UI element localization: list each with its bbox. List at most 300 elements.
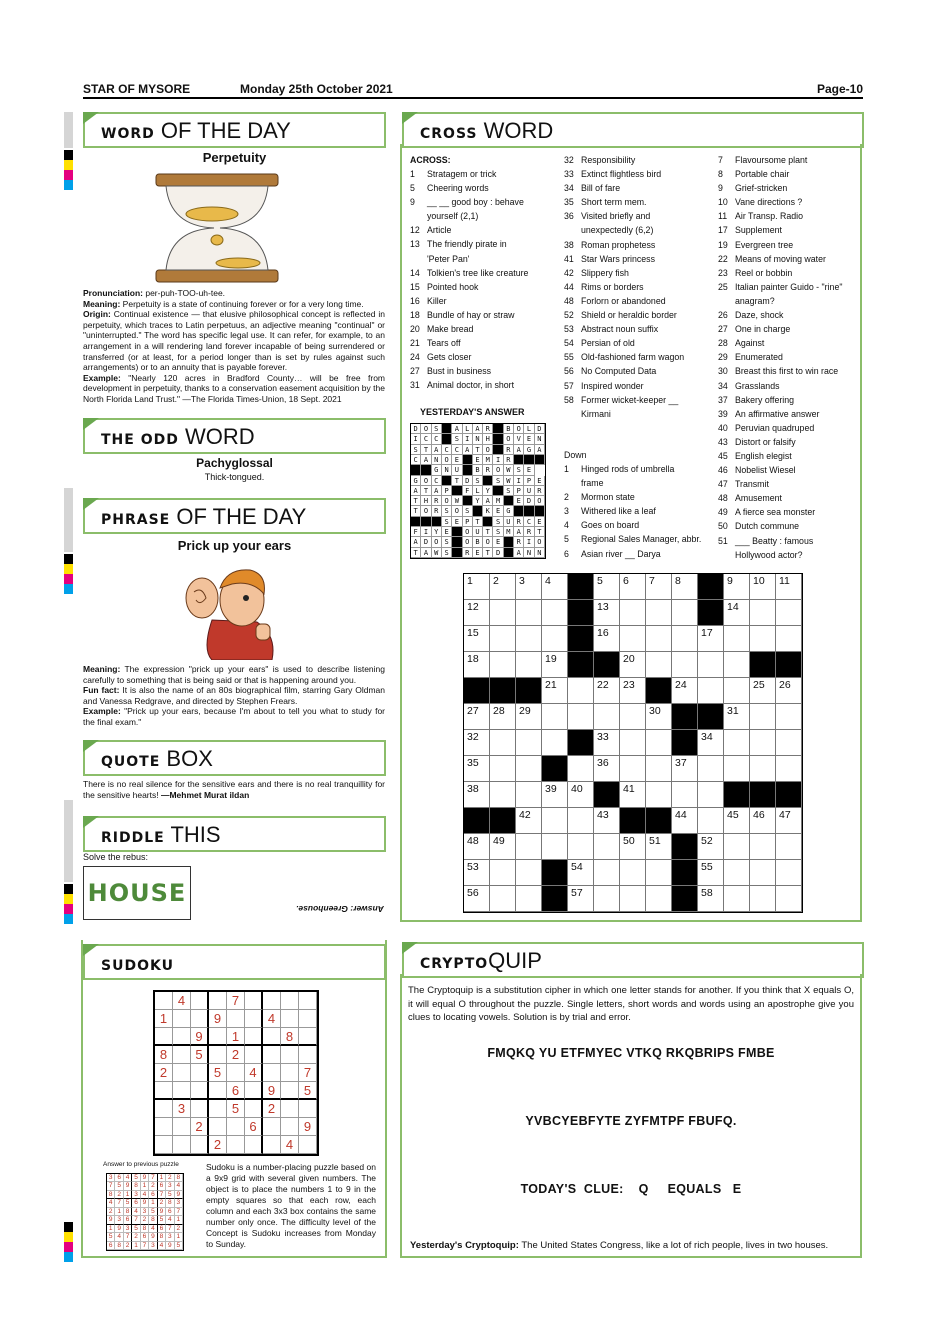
sudoku-cell[interactable] [263, 1118, 281, 1136]
crossword-cell[interactable] [646, 626, 672, 652]
previous-sudoku-cell: 9 [158, 1208, 166, 1216]
sudoku-cell[interactable] [191, 1100, 209, 1118]
previous-sudoku-cell: 3 [132, 1191, 140, 1199]
odd-word-def: Thick-tongued. [204, 472, 265, 482]
crossword-cell[interactable] [516, 704, 542, 730]
crossword-cell[interactable] [672, 782, 698, 808]
sudoku-cell[interactable] [263, 1046, 281, 1064]
sudoku-cell[interactable]: 7 [227, 992, 245, 1010]
black-cell [504, 548, 514, 558]
crossword-cell[interactable] [516, 756, 542, 782]
sudoku-cell[interactable]: 8 [281, 1028, 299, 1046]
clue-item [564, 490, 701, 504]
crossword-cell[interactable] [750, 860, 776, 886]
crossword-cell[interactable] [646, 886, 672, 912]
clue-item [564, 462, 701, 476]
crossword-cell[interactable] [568, 808, 594, 834]
answer-cell: R [504, 445, 514, 455]
crossword-cell[interactable] [646, 652, 672, 678]
crossword-cell[interactable] [490, 756, 516, 782]
clue-number: 5 [564, 534, 569, 545]
clue-text: Nobelist Wiesel [735, 465, 796, 476]
crossword-cell[interactable] [698, 886, 724, 912]
crossword-cell[interactable] [620, 574, 646, 600]
previous-sudoku-cell: 1 [158, 1174, 166, 1182]
answer-cell: D [524, 496, 534, 506]
sudoku-cell[interactable] [191, 1136, 209, 1154]
crossword-cell[interactable] [568, 704, 594, 730]
crossword-cell[interactable] [698, 678, 724, 704]
sudoku-cell[interactable]: 6 [245, 1118, 263, 1136]
crossword-cell[interactable] [698, 782, 724, 808]
crossword-cell[interactable] [516, 834, 542, 860]
crossword-cell[interactable] [750, 704, 776, 730]
crossword-cell[interactable] [464, 860, 490, 886]
clue-item [410, 195, 528, 209]
answer-cell: C [432, 476, 442, 486]
black-cell [463, 465, 473, 475]
crossword-cell[interactable] [464, 886, 490, 912]
crossword-cell[interactable] [568, 782, 594, 808]
clue-item [718, 238, 842, 252]
sudoku-cell[interactable] [173, 1064, 191, 1082]
clue-number: 56 [564, 366, 574, 377]
sudoku-cell[interactable]: 5 [227, 1100, 245, 1118]
crossword-cell[interactable] [646, 834, 672, 860]
crossword-cell[interactable] [672, 574, 698, 600]
crossword-cell[interactable] [542, 782, 568, 808]
crossword-cell[interactable] [516, 886, 542, 912]
previous-sudoku-cell: 8 [107, 1191, 115, 1199]
crossword-cell[interactable] [776, 704, 802, 730]
crossword-cell[interactable] [750, 808, 776, 834]
crossword-cell[interactable] [672, 678, 698, 704]
sudoku-cell[interactable] [281, 1100, 299, 1118]
crossword-cell[interactable] [594, 704, 620, 730]
crossword-cell[interactable] [724, 652, 750, 678]
crossword-cell[interactable] [490, 574, 516, 600]
answer-cell: O [514, 424, 524, 434]
crossword-cell[interactable] [620, 704, 646, 730]
sudoku-cell[interactable] [155, 992, 173, 1010]
crossword-cell[interactable] [620, 730, 646, 756]
flag-icon [83, 740, 99, 752]
crossword-cell[interactable] [542, 652, 568, 678]
crossword-cell[interactable] [542, 574, 568, 600]
crossword-cell[interactable] [620, 756, 646, 782]
previous-sudoku-cell: 4 [158, 1242, 166, 1250]
crossword-cell[interactable] [620, 860, 646, 886]
sudoku-cell[interactable] [191, 1010, 209, 1028]
previous-sudoku-cell: 4 [132, 1208, 140, 1216]
crossword-cell[interactable] [776, 886, 802, 912]
sudoku-cell[interactable]: 4 [263, 1010, 281, 1028]
sudoku-cell[interactable] [173, 1046, 191, 1064]
answer-cell: A [463, 445, 473, 455]
sudoku-cell[interactable] [281, 1082, 299, 1100]
sudoku-cell[interactable] [155, 1100, 173, 1118]
crossword-cell[interactable] [568, 886, 594, 912]
sudoku-cell[interactable] [245, 1082, 263, 1100]
answer-cell: A [514, 548, 524, 558]
crossword-cell[interactable] [646, 782, 672, 808]
sudoku-cell[interactable]: 3 [173, 1100, 191, 1118]
crossword-cell[interactable] [568, 678, 594, 704]
crossword-cell[interactable] [542, 704, 568, 730]
crossword-cell[interactable] [620, 834, 646, 860]
crossword-cell[interactable] [750, 886, 776, 912]
clue-text: Withered like a leaf [581, 506, 656, 517]
black-cell [516, 678, 542, 704]
crossword-cell[interactable] [464, 756, 490, 782]
flag-icon [83, 112, 99, 124]
crossword-cell[interactable] [568, 834, 594, 860]
crossword-cell[interactable] [542, 834, 568, 860]
crossword-cell[interactable] [724, 860, 750, 886]
previous-sudoku-cell: 3 [115, 1216, 123, 1224]
crossword-cell[interactable] [646, 756, 672, 782]
sudoku-cell[interactable] [245, 1028, 263, 1046]
crossword-cell[interactable] [490, 782, 516, 808]
crossword-cell[interactable] [776, 860, 802, 886]
clue-number: 26 [718, 310, 728, 321]
sudoku-cell[interactable]: 1 [155, 1010, 173, 1028]
clue-item [410, 209, 528, 223]
crossword-cell[interactable] [672, 756, 698, 782]
sudoku-cell[interactable] [209, 1028, 227, 1046]
crossword-cell[interactable] [490, 834, 516, 860]
sudoku-cell[interactable] [299, 992, 317, 1010]
sudoku-cell[interactable]: 9 [209, 1010, 227, 1028]
crossword-cell[interactable] [776, 756, 802, 782]
crossword-cell[interactable] [750, 678, 776, 704]
black-cell [490, 678, 516, 704]
crossword-cell[interactable] [594, 574, 620, 600]
clue-item [410, 252, 528, 266]
crossword-cell[interactable] [464, 652, 490, 678]
answer-cell: U [504, 517, 514, 527]
sudoku-cell[interactable] [227, 1010, 245, 1028]
answer-cell: W [504, 476, 514, 486]
answer-cell: K [483, 506, 493, 516]
answer-cell: L [473, 486, 483, 496]
black-cell [463, 455, 473, 465]
sudoku-cell[interactable]: 4 [281, 1136, 299, 1154]
sudoku-cell[interactable] [209, 1082, 227, 1100]
crossword-cell[interactable] [594, 756, 620, 782]
crossword-cell[interactable] [698, 860, 724, 886]
crossword-cell[interactable] [776, 600, 802, 626]
crossword-cell[interactable] [776, 834, 802, 860]
sudoku-cell[interactable] [191, 992, 209, 1010]
sudoku-cell[interactable] [155, 1118, 173, 1136]
crossword-cell[interactable] [776, 574, 802, 600]
clue-item [564, 393, 684, 407]
clue-text: No Computed Data [581, 366, 657, 377]
sudoku-cell[interactable] [227, 1118, 245, 1136]
crossword-cell[interactable] [776, 678, 802, 704]
crossword-cell[interactable] [724, 626, 750, 652]
sudoku-cell[interactable] [245, 992, 263, 1010]
sudoku-cell[interactable] [209, 1046, 227, 1064]
sudoku-cell[interactable]: 5 [191, 1046, 209, 1064]
crossword-cell[interactable] [568, 860, 594, 886]
crossword-cell[interactable] [594, 600, 620, 626]
crossword-cell[interactable] [620, 600, 646, 626]
sudoku-cell[interactable] [173, 1028, 191, 1046]
previous-sudoku-cell: 7 [149, 1174, 157, 1182]
clue-item [718, 252, 842, 266]
crossword-cell[interactable] [594, 730, 620, 756]
sudoku-cell[interactable] [155, 1136, 173, 1154]
sudoku-cell[interactable] [299, 1100, 317, 1118]
crossword-cell[interactable] [776, 808, 802, 834]
crossword-cell[interactable] [620, 782, 646, 808]
answer-cell: C [411, 455, 421, 465]
clue-item [564, 209, 684, 223]
crossword-cell[interactable] [672, 626, 698, 652]
crossword-cell[interactable] [750, 756, 776, 782]
sudoku-cell[interactable] [281, 1046, 299, 1064]
crossword-cell[interactable] [646, 600, 672, 626]
cell-number: 54 [571, 861, 583, 873]
sudoku-cell[interactable] [173, 1082, 191, 1100]
crossword-cell[interactable] [724, 730, 750, 756]
crossword-cell[interactable] [516, 600, 542, 626]
clue-number: 22 [718, 253, 728, 264]
sudoku-cell[interactable]: 7 [299, 1064, 317, 1082]
crossword-cell[interactable] [516, 626, 542, 652]
answer-cell: S [493, 476, 503, 486]
sudoku-cell[interactable] [173, 1010, 191, 1028]
crossword-cell[interactable] [464, 704, 490, 730]
sudoku-cell[interactable] [209, 992, 227, 1010]
crossword-cell[interactable] [776, 730, 802, 756]
crossword-cell[interactable] [698, 626, 724, 652]
crossword-cell[interactable] [594, 886, 620, 912]
sudoku-cell[interactable] [281, 1118, 299, 1136]
sudoku-cell[interactable]: 4 [245, 1064, 263, 1082]
sudoku-cell[interactable] [281, 1010, 299, 1028]
odd-word-header: THE ODD WORD [83, 418, 386, 454]
phrase-header: PHRASE OF THE DAY [83, 498, 386, 534]
cell-number: 27 [467, 705, 479, 717]
crossword-cell[interactable] [620, 652, 646, 678]
sudoku-cell[interactable] [227, 1064, 245, 1082]
clue-text: Visited briefly and [581, 211, 651, 222]
crossword-cell[interactable] [698, 808, 724, 834]
crossword-cell[interactable] [620, 886, 646, 912]
sudoku-cell[interactable]: 5 [209, 1064, 227, 1082]
answer-cell: G [411, 476, 421, 486]
crossword-cell[interactable] [542, 678, 568, 704]
clue-number: 5 [410, 183, 415, 194]
crossword-cell[interactable] [646, 574, 672, 600]
crossword-cell[interactable] [464, 600, 490, 626]
sudoku-cell[interactable] [191, 1082, 209, 1100]
crossword-cell[interactable] [542, 626, 568, 652]
sudoku-cell[interactable] [245, 1046, 263, 1064]
crossword-cell[interactable] [464, 574, 490, 600]
answer-cell: A [421, 455, 431, 465]
cell-number: 10 [753, 575, 765, 587]
crossword-cell[interactable] [594, 678, 620, 704]
sudoku-cell[interactable] [173, 1136, 191, 1154]
crossword-cell[interactable] [672, 652, 698, 678]
sudoku-cell[interactable]: 2 [263, 1100, 281, 1118]
crossword-cell[interactable] [516, 574, 542, 600]
sudoku-cell[interactable]: 5 [299, 1082, 317, 1100]
crossword-cell[interactable] [646, 704, 672, 730]
sudoku-cell[interactable] [299, 1028, 317, 1046]
crossword-cell[interactable] [750, 626, 776, 652]
crossword-cell[interactable] [464, 626, 490, 652]
crossword-cell[interactable] [750, 574, 776, 600]
previous-sudoku-cell: 5 [124, 1199, 132, 1207]
clue-item [718, 435, 842, 449]
clue-text: Means of moving water [735, 253, 826, 264]
crossword-cell[interactable] [594, 834, 620, 860]
cell-number: 56 [467, 887, 479, 899]
black-cell [568, 574, 594, 600]
flag-icon [402, 942, 418, 954]
crossword-cell[interactable] [724, 574, 750, 600]
answer-cell: L [524, 424, 534, 434]
crossword-cell[interactable] [724, 756, 750, 782]
crossword-cell[interactable] [620, 626, 646, 652]
answer-cell: I [411, 434, 421, 444]
crossword-cell[interactable] [594, 808, 620, 834]
crossword-cell[interactable] [490, 730, 516, 756]
sudoku-cell[interactable] [299, 1136, 317, 1154]
crossword-cell[interactable] [490, 626, 516, 652]
crossword-cell[interactable] [724, 704, 750, 730]
crossword-cell[interactable] [594, 626, 620, 652]
crossword-cell[interactable] [516, 808, 542, 834]
sudoku-cell[interactable] [155, 1082, 173, 1100]
sudoku-cell[interactable]: 4 [173, 992, 191, 1010]
crossword-cell[interactable] [672, 808, 698, 834]
black-cell [514, 455, 524, 465]
sudoku-cell[interactable] [281, 1064, 299, 1082]
crossword-cell[interactable] [724, 834, 750, 860]
sudoku-cell[interactable]: 9 [191, 1028, 209, 1046]
clue-text: Distort or falsify [735, 436, 796, 447]
sudoku-cell[interactable] [191, 1064, 209, 1082]
clue-item [410, 280, 528, 294]
crossword-cell[interactable] [672, 600, 698, 626]
crossword-cell[interactable] [750, 730, 776, 756]
answer-cell: P [514, 486, 524, 496]
crossword-cell[interactable] [516, 652, 542, 678]
crossword-cell[interactable] [568, 756, 594, 782]
sudoku-cell[interactable] [263, 1136, 281, 1154]
sudoku-cell[interactable]: 9 [263, 1082, 281, 1100]
answer-cell: U [452, 465, 462, 475]
clue-number: 10 [718, 197, 728, 208]
crossword-cell[interactable] [750, 834, 776, 860]
sudoku-cell[interactable] [155, 1028, 173, 1046]
answer-cell: N [524, 548, 534, 558]
clue-number: 17 [718, 225, 728, 236]
sudoku-cell[interactable]: 9 [299, 1118, 317, 1136]
crossword-cell[interactable] [698, 652, 724, 678]
crossword-cell[interactable] [542, 808, 568, 834]
clue-item [410, 167, 528, 181]
sudoku-cell[interactable]: 2 [155, 1064, 173, 1082]
crossword-cell[interactable] [698, 834, 724, 860]
answer-cell: N [442, 465, 452, 475]
sudoku-cell[interactable] [209, 1118, 227, 1136]
previous-sudoku-grid [106, 1173, 184, 1251]
clue-item [718, 195, 842, 209]
crossword-cell[interactable] [516, 730, 542, 756]
sudoku-cell[interactable] [263, 1028, 281, 1046]
crossword-cell[interactable] [724, 600, 750, 626]
sudoku-cell[interactable] [245, 1100, 263, 1118]
page-number: Page-10 [816, 82, 863, 96]
sudoku-cell[interactable] [173, 1118, 191, 1136]
sudoku-cell[interactable] [281, 992, 299, 1010]
crossword-cell[interactable] [542, 730, 568, 756]
crossword-cell[interactable] [490, 652, 516, 678]
cell-number: 31 [727, 705, 739, 717]
sudoku-cell[interactable] [299, 1010, 317, 1028]
sudoku-cell[interactable]: 2 [191, 1118, 209, 1136]
crossword-cell[interactable] [490, 860, 516, 886]
sudoku-cell[interactable] [209, 1100, 227, 1118]
sudoku-cell[interactable]: 2 [227, 1046, 245, 1064]
clue-item [410, 237, 528, 251]
crossword-cell[interactable] [724, 678, 750, 704]
crossword-cell[interactable] [490, 886, 516, 912]
crossword-cell[interactable] [776, 626, 802, 652]
crossword-cell[interactable] [542, 600, 568, 626]
crossword-cell[interactable] [464, 730, 490, 756]
crossword-cell[interactable] [724, 808, 750, 834]
crossword-cell[interactable] [620, 678, 646, 704]
crossword-cell[interactable] [750, 600, 776, 626]
sudoku-cell[interactable]: 2 [209, 1136, 227, 1154]
crossword-cell[interactable] [646, 730, 672, 756]
sudoku-cell[interactable] [299, 1046, 317, 1064]
crossword-cell[interactable] [464, 782, 490, 808]
crossword-cell[interactable] [464, 834, 490, 860]
crossword-cell[interactable] [516, 782, 542, 808]
sudoku-cell[interactable]: 6 [227, 1082, 245, 1100]
answer-cell: R [514, 537, 524, 547]
sudoku-cell[interactable] [263, 1064, 281, 1082]
crossword-cell[interactable] [490, 704, 516, 730]
crossword-cell[interactable] [516, 860, 542, 886]
sudoku-cell[interactable]: 8 [155, 1046, 173, 1064]
previous-sudoku-cell: 7 [124, 1233, 132, 1241]
crossword-cell[interactable] [646, 860, 672, 886]
crossword-cell[interactable] [724, 886, 750, 912]
sudoku-cell[interactable] [263, 992, 281, 1010]
previous-sudoku-cell: 8 [149, 1216, 157, 1224]
cell-number: 39 [545, 783, 557, 795]
rebus-image: HOUSE [83, 866, 191, 920]
crossword-cell[interactable] [698, 730, 724, 756]
sudoku-cell[interactable] [245, 1136, 263, 1154]
sudoku-cell[interactable]: 1 [227, 1028, 245, 1046]
sudoku-cell[interactable] [227, 1136, 245, 1154]
crossword-cell[interactable] [490, 600, 516, 626]
crossword-cell[interactable] [698, 756, 724, 782]
crossword-cell[interactable] [594, 860, 620, 886]
sudoku-cell[interactable] [245, 1010, 263, 1028]
